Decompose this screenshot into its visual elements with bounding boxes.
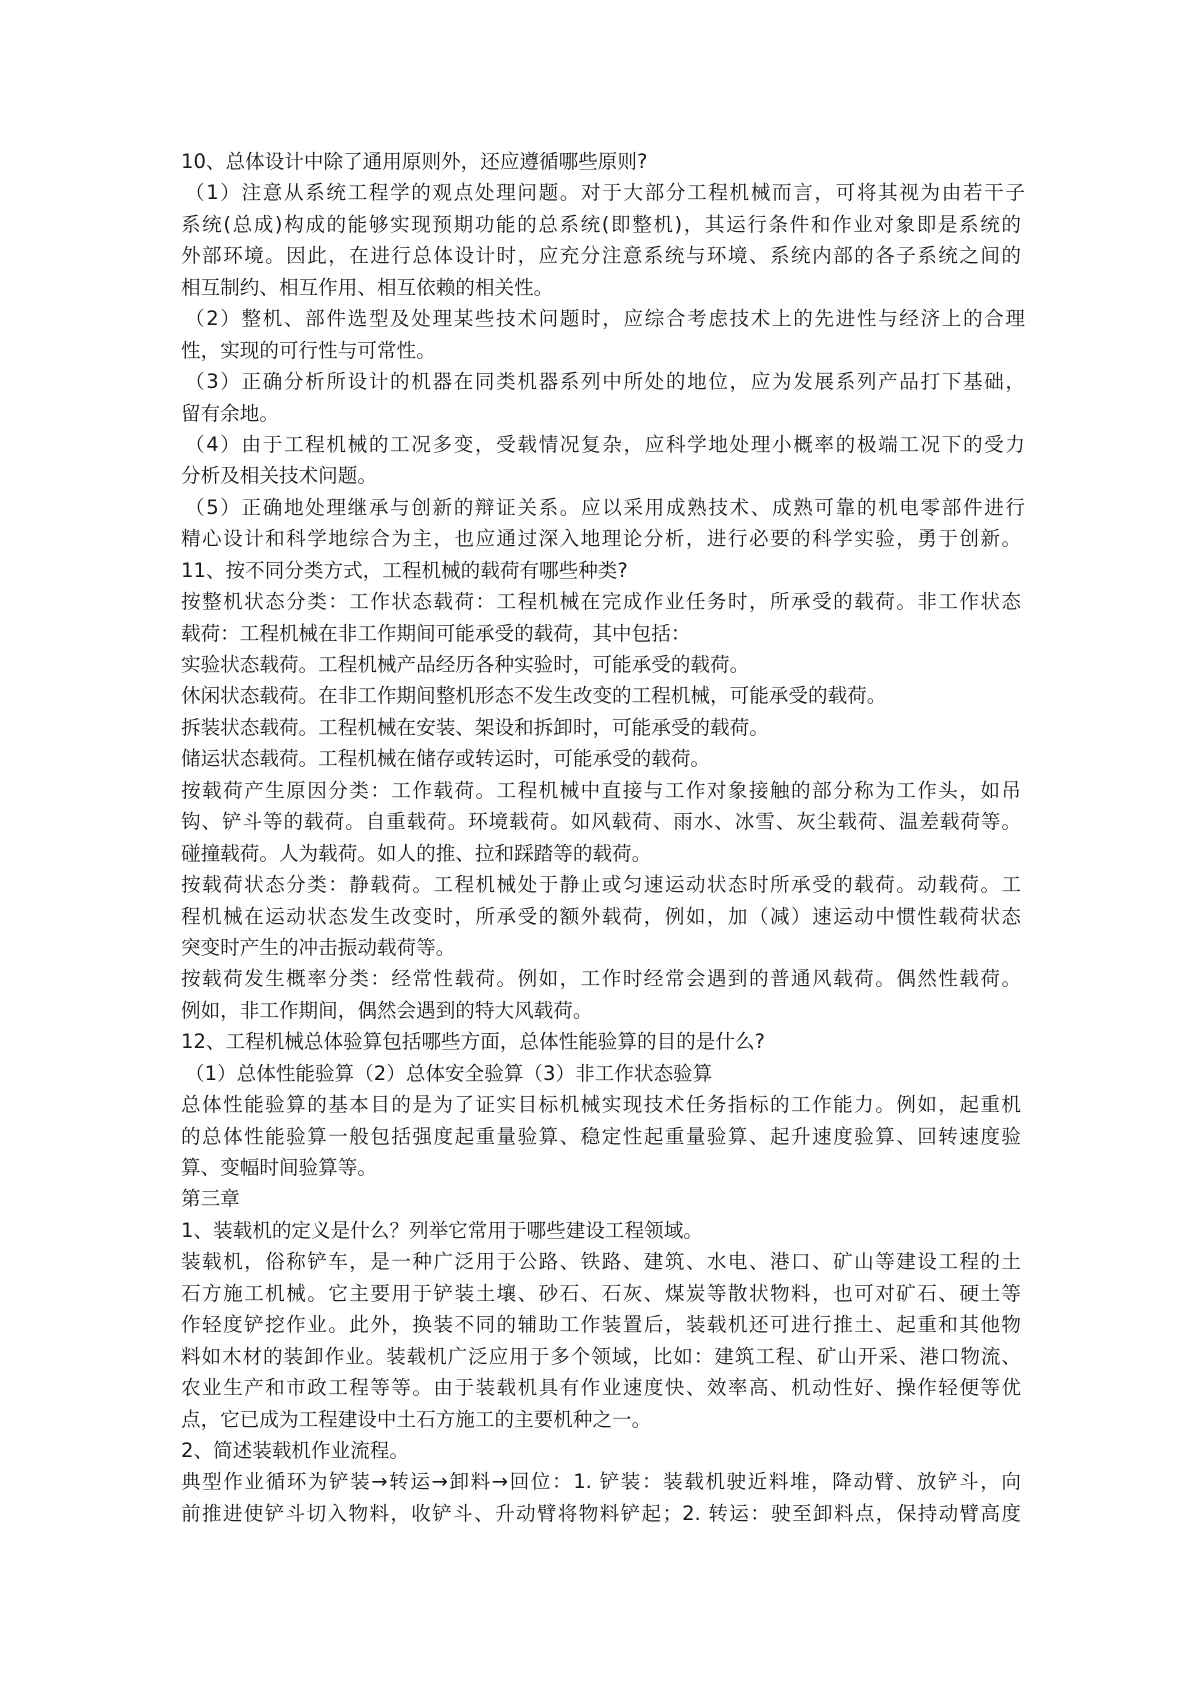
text-line: 点，它已成为工程建设中土石方施工的主要机种之一。 bbox=[181, 1407, 652, 1431]
text-line: 典型作业循环为铲装→转运→卸料→回位：1. 铲装：装载机驶近料堆，降动臂、放铲斗，向 bbox=[181, 1470, 1021, 1494]
text-line: （2）整机、部件选型及处理某些技术问题时，应综合考虑技术上的先进性与经济上的合理 bbox=[185, 307, 1025, 331]
text-line: 拆装状态载荷。工程机械在安装、架设和拆卸时，可能承受的载荷。 bbox=[181, 715, 769, 739]
text-line: 料如木材的装卸作业。装载机广泛应用于多个领域，比如：建筑工程、矿山开采、港口物流、 bbox=[181, 1344, 1021, 1368]
text-line: （1）总体性能验算（2）总体安全验算（3）非工作状态验算 bbox=[185, 1061, 713, 1085]
text-line: 总体性能验算的基本目的是为了证实目标机械实现技术任务指标的工作能力。例如，起重机 bbox=[181, 1093, 1021, 1117]
text-line: 的总体性能验算一般包括强度起重量验算、稳定性起重量验算、起升速度验算、回转速度验 bbox=[181, 1124, 1021, 1148]
text-line: （3）正确分析所设计的机器在同类机器系列中所处的地位，应为发展系列产品打下基础， bbox=[185, 370, 1025, 394]
text-line: 装载机，俗称铲车，是一种广泛用于公路、铁路、建筑、水电、港口、矿山等建设工程的土 bbox=[181, 1250, 1021, 1274]
text-line: 系统(总成)构成的能够实现预期功能的总系统(即整机)，其运行条件和作业对象即是系统的 bbox=[181, 212, 1021, 236]
text-line: 12、工程机械总体验算包括哪些方面，总体性能验算的目的是什么? bbox=[181, 1030, 765, 1054]
text-line: （4）由于工程机械的工况多变，受载情况复杂，应科学地处理小概率的极端工况下的受力 bbox=[185, 432, 1025, 456]
text-line: 10、总体设计中除了通用原则外，还应遵循哪些原则? bbox=[181, 150, 648, 173]
text-line: 算、变幅时间验算等。 bbox=[181, 1156, 377, 1179]
text-line: 1、装载机的定义是什么？列举它常用于哪些建设工程领域。 bbox=[181, 1218, 703, 1242]
text-line: 外部环境。因此，在进行总体设计时，应充分注意系统与环境、系统内部的各子系统之间的 bbox=[181, 244, 1021, 268]
text-line: 休闲状态载荷。在非工作期间整机形态不发生改变的工程机械，可能承受的载荷。 bbox=[181, 684, 887, 708]
text-line: 碰撞载荷。人为载荷。如人的推、拉和踩踏等的载荷。 bbox=[181, 841, 652, 865]
text-line: 相互制约、相互作用、相互依赖的相关性。 bbox=[181, 275, 554, 299]
text-line: （5）正确地处理继承与创新的辩证关系。应以采用成熟技术、成熟可靠的机电零部件进行 bbox=[185, 495, 1025, 519]
text-line: 载荷：工程机械在非工作期间可能承受的载荷，其中包括： bbox=[181, 621, 691, 645]
text-line: 前推进使铲斗切入物料，收铲斗、升动臂将物料铲起；2. 转运：驶至卸料点，保持动臂高度 bbox=[181, 1501, 1021, 1525]
text-line: 作轻度铲挖作业。此外，换装不同的辅助工作装置后，装载机还可进行推土、起重和其他物 bbox=[181, 1313, 1021, 1337]
text-line: 性，实现的可行性与可常性。 bbox=[181, 338, 436, 362]
text-line: 程机械在运动状态发生改变时，所承受的额外载荷，例如，加（减）速运动中惯性载荷状态 bbox=[181, 904, 1021, 928]
text-line: 按载荷状态分类：静载荷。工程机械处于静止或匀速运动状态时所承受的载荷。动载荷。工 bbox=[181, 873, 1021, 897]
text-line: 按整机状态分类：工作状态载荷：工程机械在完成作业任务时，所承受的载荷。非工作状态 bbox=[181, 590, 1021, 614]
text-line: 农业生产和市政工程等等。由于装载机具有作业速度快、效率高、机动性好、操作轻便等优 bbox=[181, 1376, 1021, 1400]
text-line: 分析及相关技术问题。 bbox=[181, 464, 377, 488]
text-line: 石方施工机械。它主要用于铲装土壤、砂石、石灰、煤炭等散状物料，也可对矿石、硬土等 bbox=[181, 1281, 1021, 1305]
text-line: 精心设计和科学地综合为主，也应通过深入地理论分析，进行必要的科学实验，勇于创新。 bbox=[181, 527, 1021, 551]
text-line: 按载荷发生概率分类：经常性载荷。例如，工作时经常会遇到的普通风载荷。偶然性载荷。 bbox=[181, 967, 1021, 991]
text-line: 2、简述装载机作业流程。 bbox=[181, 1438, 409, 1462]
text-line: 实验状态载荷。工程机械产品经历各种实验时，可能承受的载荷。 bbox=[181, 653, 750, 676]
text-line: 例如，非工作期间，偶然会遇到的特大风载荷。 bbox=[181, 998, 593, 1022]
text-line: 钩、铲斗等的载荷。自重载荷。环境载荷。如风载荷、雨水、冰雪、灰尘载荷、温差载荷等。 bbox=[181, 810, 1021, 834]
text-line: 按载荷产生原因分类：工作载荷。工程机械中直接与工作对象接触的部分称为工作头，如吊 bbox=[181, 778, 1021, 802]
text-line: （1）注意从系统工程学的观点处理问题。对于大部分工程机械而言，可将其视为由若干子 bbox=[185, 181, 1025, 205]
document-page bbox=[181, 146, 1025, 1529]
text-line: 第三章 bbox=[181, 1187, 240, 1211]
text-line: 留有余地。 bbox=[181, 401, 279, 425]
text-line: 突变时产生的冲击振动载荷等。 bbox=[181, 935, 456, 959]
text-line: 11、按不同分类方式，工程机械的载荷有哪些种类? bbox=[181, 558, 628, 582]
text-line: 储运状态载荷。工程机械在储存或转运时，可能承受的载荷。 bbox=[181, 747, 711, 771]
